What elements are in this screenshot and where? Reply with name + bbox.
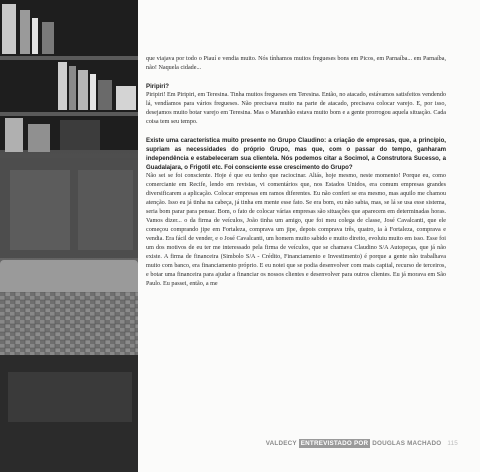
interior-photo: [0, 0, 138, 472]
paragraph-answer: Piripiri! Em Piripiri, em Teresina. Tinha muitos fregueses em Teresina. Então, no atacado, estávamos satisfeitos vendendo lá, vendíamos para vários fregueses. Não precisava muito na parte de atacado, precisava colocar varejo. E, por isso, desejamos muito botar varejo em Teresina. Mas o Maranhão estava muito bom e a gente prorrogou aquela situação. Cada coisa tem seu tempo.: [146, 92, 446, 125]
page-footer: [266, 438, 458, 448]
paragraph-question: Piripiri?: [146, 83, 170, 90]
footer-name-right: DOUGLAS MACHADO: [372, 439, 442, 447]
paragraph-answer: Não sei se foi consciente. Hoje é que eu tenho que raciocinar. Aliás, hoje mesmo, neste momento! Porque eu, como comerciante em Recife, lendo em revistas, vi comentários que, nos Estados Unidos, era comum empresas grandes diversificarem a aplicação. Colocar empresas em ramos diferentes. Eu não conferi se era mesmo, mas aquilo me chamou atenção. Isso eu já tinha na cabeça, já tinha em mente esse fato. Se era bom, eu não sabia, mas, se lá se usa esse sistema, seria bom parar para pensar. Bom, o fato de colocar várias empresas são situações que aparecem em determinadas horas. Vamos dizer... o da firma de veículos, João tinha um amigo, que foi meu colega de classe, José Cavalcanti, que ele começou comprando jipe em Fortaleza, comprava um jipe, depois comprava três, quatro, ia à Fortaleza, comprava e vendia. Era fácil de vender, e o José Cavalcanti, um homem muito sabido e muito direito, evoluiu muito em isso. Esse foi um dos motivos de eu ter me interessado pela firma de veículos, que se chamava Claudino S/A Autopeças, que já não existe. A firma de financeira (Simbolo S/A - Crédito, Financiamento e Investimento) é porque a gente não trabalhava muito com banco, era financiamento próprio. E eu notei que se podia desenvolver com mais capital, recurso de terceiros, e botar uma financeira para ajudar a financiar os nossos clientes e desenvolver para outros clientes. Eu já morava em São Paulo. Eu passei, então, a me: [146, 173, 446, 287]
footer-section-label: ENTREVISTADO POR: [300, 439, 369, 447]
paragraph-answer: que viajava por todo o Piauí e vendia muito. Nós tínhamos muitos fregueses bons em Picos, em Parnaíba... em Parnaíba, não! Naquela cidade...: [146, 56, 446, 71]
paragraph-question: Existe uma característica muito presente no Grupo Claudino: a criação de empresas, que, a princípio, supriam as necessidades do próprio Grupo, mas que, com o passar do tempo, ganharam independência e estabeleceram sua clientela. Nós podemos citar a Socimol, a Construtora Sucesso, a Guadalajara, o Frigotil etc. Foi consciente esse crescimento do Grupo?: [146, 137, 446, 171]
footer-name-left: VALDECY: [265, 439, 297, 447]
page-number: 115: [447, 439, 458, 447]
interview-text: [146, 55, 446, 289]
